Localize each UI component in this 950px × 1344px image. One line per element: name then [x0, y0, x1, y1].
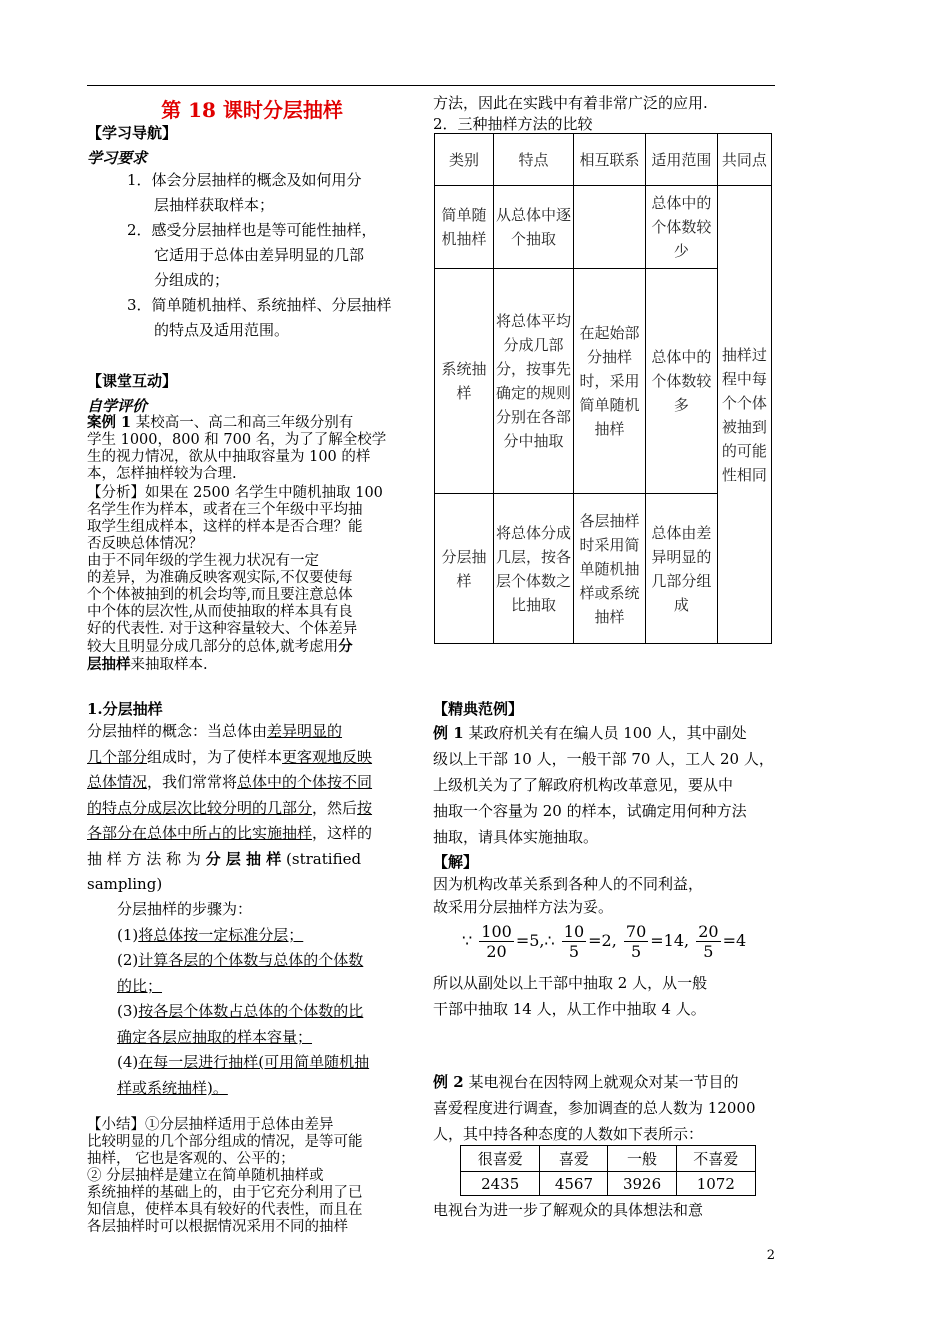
header-type: 类别 — [435, 134, 494, 186]
compare-title: 2．三种抽样方法的比较 — [433, 115, 593, 133]
strat-steps: 分层抽样的步骤为： (1)将总体按一定标准分层； (2)计算各层的个体数与总体的个体数 的比； (3)按各层个体数占总体的个体数的比 确定各层应抽取的样本容量； (4)在每一层进行抽样(可用简单随机抽 样或系统抽样)。 — [117, 897, 407, 1101]
comparison-header-row — [435, 134, 772, 186]
attitude-value-row: 2435 4567 3926 1072 — [461, 1172, 756, 1196]
self-eval-title: 自学评价 — [87, 397, 148, 415]
fraction: $\frac{10}{5}$ — [563, 922, 585, 961]
table-row: 分层抽样 将总体分成几层，按各层个体数之比抽取 各层抽样时采用简单随机抽样或系统抽样 总体由差异明显的几部分组成 — [435, 494, 772, 644]
page-title: 第 18 课时分层抽样 — [161, 98, 343, 122]
solution-result: 所以从副处以上干部中抽取 2 人，从一般 干部中抽取 14 人，从工作中抽取 4 人。 — [433, 974, 708, 1018]
analysis: 【分析】如果在 2500 名学生中随机抽取 100 名学生作为样本，或者在三个年级中平均抽 取学生组成样本，这样的样本是否合理？能 否反映总体情况？ 由于不同年级的学生视力状况有一定 的差异，为准确反映客观实际,不仅要使每 个个体被抽到的机会均等,而且要注意总体 中个体的层次性,从而使抽取的样本具有良 好的代表性. 对于这种容量较大、个体差异 较大且明显分成几部分的总体,就考虑用分 层抽样来抽取样本. — [87, 485, 383, 673]
header-common: 共同点 — [717, 134, 771, 186]
steps-intro: 分层抽样的步骤为： — [117, 900, 253, 918]
step-4: (4)在每一层进行抽样(可用简单随机抽 — [117, 1053, 370, 1071]
attitude-header-row: 很喜爱 喜爱 一般 不喜爱 — [461, 1146, 756, 1172]
examples-header: 【精典范例】 — [433, 700, 524, 718]
step-3: (3)按各层个体数占总体的个体数的比 — [117, 1002, 364, 1020]
strat-concept: 分层抽样的概念：当总体由差异明显的 几个部分组成时，为了使样本更客观地反映 总体情况，我们常常将总体中的个体按不同 的特点分成层次比较分明的几部分，然后按 各部分在总体中所占的比实施抽样，这样的 抽 样 方 法 称 为 分 层 抽 样 (stratified sampling) — [87, 722, 373, 893]
fraction: $\frac{70}{5}$ — [625, 922, 647, 961]
fraction: $\frac{20}{5}$ — [698, 922, 719, 961]
solution-header: 【解】 — [433, 853, 479, 871]
ratio-formula: ∵ $\frac{100}{20}$ =5,∴ $\frac{10}{5}$ =2, $\frac{70}{5}$ =14, $\frac{20}{5}$ =4 — [462, 922, 747, 961]
header-scope: 适用范围 — [646, 134, 718, 186]
step-1: (1)将总体按一定标准分层； — [117, 925, 304, 944]
ex1-label: 例 1 — [433, 724, 464, 742]
case-1: 案例 1 某校高一、高二和高三年级分别有 学生 1000，800 和 700 名，为了了解全校学 生的视力情况，欲从中抽取容量为 100 的样 本，怎样抽样较为合理. — [87, 414, 387, 482]
req-title: 学习要求 — [87, 149, 148, 167]
case-label: 案例 1 — [87, 414, 132, 431]
header-feature: 特点 — [494, 134, 574, 186]
solution: 因为机构改革关系到各种人的不同利益， 故采用分层抽样方法为妥。 — [433, 875, 704, 916]
step-2: (2)计算各层的个体数与总体的个体数 — [117, 951, 364, 969]
req-list — [127, 168, 407, 343]
last-line: 电视台为进一步了解观众的具体想法和意 — [433, 1201, 704, 1219]
header-relation: 相互联系 — [573, 134, 645, 186]
continued-text: 方法，因此在实践中有着非常广泛的应用. — [433, 94, 708, 112]
page-number: 2 — [766, 1248, 775, 1263]
table-row: 简单随机抽样 从总体中逐个抽取 总体中的个体数较少 抽样过程中每个个体被抽到的可能性相同 — [435, 186, 772, 269]
nav-header: 【学习导航】 — [87, 124, 178, 142]
attitude-table — [460, 1145, 756, 1196]
req-item-3: 3．简单随机抽样、系统抽样、分层抽样 的特点及适用范围。 — [127, 296, 392, 339]
req-item-1: 1．体会分层抽样的概念及如何用分 层抽样获取样本； — [127, 171, 362, 214]
ex2-label: 例 2 — [433, 1073, 464, 1091]
summary: 【小结】①分层抽样适用于总体由差异 比较明显的几个部分组成的情况，是等可能 抽样， 它也是客观的、公平的； ② 分层抽样是建立在简单随机抽样或 系统抽样的基础上的，由于它充分利用了已 知信息，使样本具有较好的代表性，而且在 各层抽样时可以根据情况采用不同的抽样 — [87, 1117, 363, 1235]
common-cell: 抽样过程中每个个体被抽到的可能性相同 — [717, 186, 771, 644]
req-item-2: 2．感受分层抽样也是等可能性抽样， 它适用于总体由差异明显的几部 分组成的； — [127, 221, 377, 289]
example-2: 例 2 某电视台在因特网上就观众对某一节目的 喜爱程度进行调查，参加调查的总人数为 12000 人，其中持各种态度的人数如下表所示： — [433, 1073, 756, 1143]
example-1: 例 1 某政府机关有在编人员 100 人，其中副处 级以上干部 10 人，一般干部 70 人，工人 20 人， 上级机关为了了解政府机构改革意见，要从中 抽取一个容量为 20 的样本，试确定用何种方法 抽取，请具体实施抽取。 — [433, 724, 774, 846]
top-rule — [87, 85, 775, 86]
table-row: 系统抽样 将总体平均分成几部分，按事先确定的规则分别在各部分中抽取 在起始部分抽样时，采用简单随机抽样 总体中的个体数较多 — [435, 269, 772, 494]
interact-header: 【课堂互动】 — [87, 372, 178, 390]
strat-heading: 1.分层抽样 — [87, 700, 163, 718]
comparison-table — [434, 133, 772, 644]
fraction: $\frac{100}{20}$ — [481, 922, 512, 961]
